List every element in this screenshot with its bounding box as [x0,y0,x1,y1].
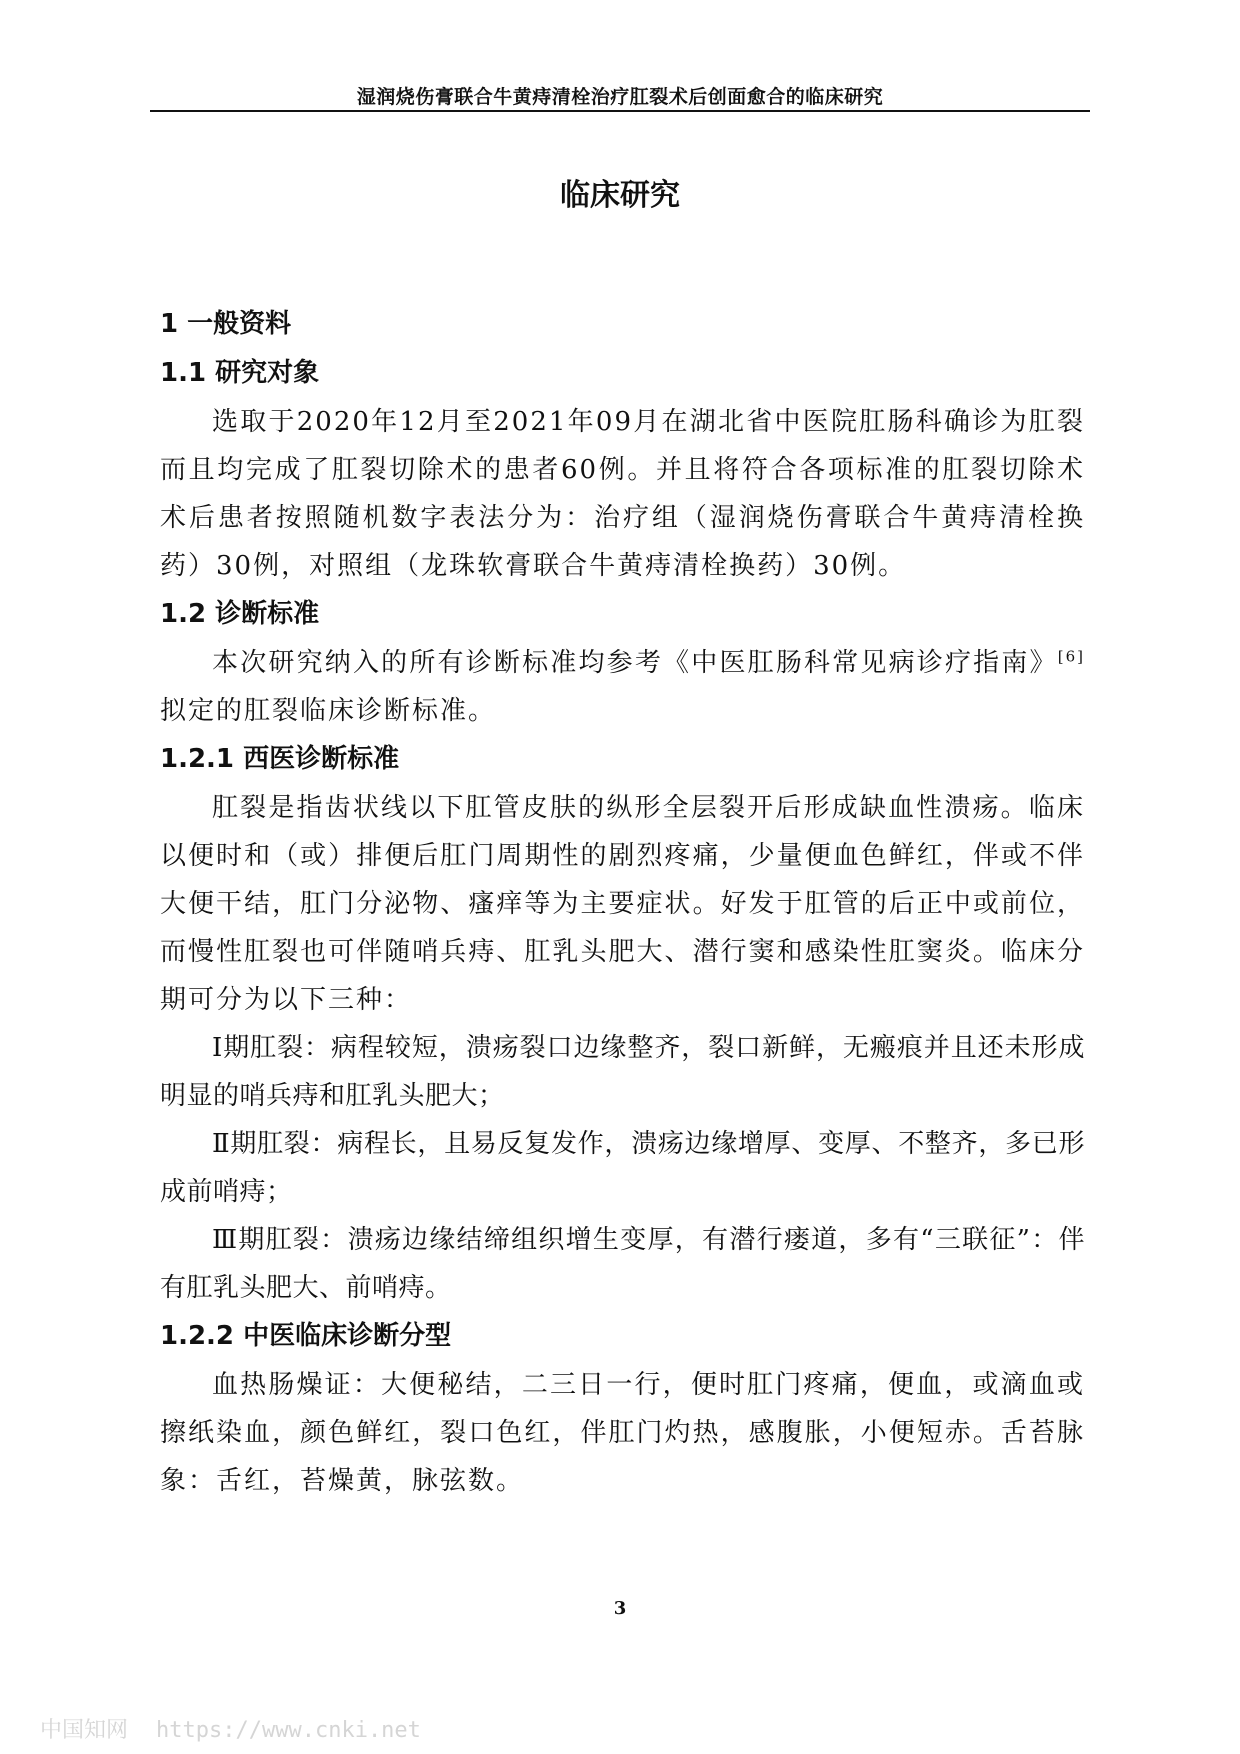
section-heading-1-2-2: 1.2.2 中医临床诊断分型 [160,1321,452,1351]
paragraph-western-diagnosis: 肛裂是指齿状线以下肛管皮肤的纵形全层裂开后形成缺血性溃疡。临床以便时和（或）排便后肛门周期性的剧烈疼痛，少量便血色鲜红，伴或不伴大便干结，肛门分泌物、瘙痒等为主要症状。好发于肛管的后正中或前位，而慢性肛裂也可伴随哨兵痔、肛乳头肥大、潜行窦和感染性肛窦炎。临床分期可分为以下三种： [160,793,1085,1015]
paragraph-stage-1: Ⅰ期肛裂：病程较短，溃疡裂口边缘整齐，裂口新鲜，无瘢痕并且还未形成明显的哨兵痔和肛乳头肥大； [160,1033,1085,1111]
paragraph-diagnostic-criteria [160,639,1085,735]
paragraph-stage-2: Ⅱ期肛裂：病程长，且易反复发作，溃疡边缘增厚、变厚、不整齐，多已形成前哨痔； [160,1129,1085,1207]
citation-ref: [6] [1057,647,1085,666]
section-heading-1-2-1: 1.2.1 西医诊断标准 [160,744,400,774]
watermark [40,1713,421,1744]
page-number: 3 [613,1598,627,1619]
section-heading-1: 1 一般资料 [160,309,292,339]
paragraph-stage-3: Ⅲ期肛裂：溃疡边缘结缔组织增生变厚，有潜行瘘道，多有“三联征”：伴有肛乳头肥大、前哨痔。 [160,1225,1085,1303]
watermark-site: 中国知网 [40,1718,129,1743]
paragraph-text: 本次研究纳入的所有诊断标准均参考《中医肛肠科常见病诊疗指南》 [212,648,1058,678]
header-rule [150,110,1090,112]
section-heading-1-1: 1.1 研究对象 [160,358,320,388]
page-title: 临床研究 [560,178,680,213]
section-heading-1-2: 1.2 诊断标准 [160,599,320,629]
watermark-url: https://www.cnki.net [156,1718,421,1743]
paragraph-research-subjects: 选取于2020年12月至2021年09月在湖北省中医院肛肠科确诊为肛裂而且均完成了肛裂切除术的患者60例。并且将符合各项标准的肛裂切除术术后患者按照随机数字表法分为：治疗组（湿润烧伤膏联合牛黄痔清栓换药）30例，对照组（龙珠软膏联合牛黄痔清栓换药）30例。 [160,407,1085,581]
paragraph-text: 拟定的肛裂临床诊断标准。 [160,696,497,726]
paragraph-tcm-syndrome: 血热肠燥证：大便秘结，二三日一行，便时肛门疼痛，便血，或滴血或擦纸染血，颜色鲜红，裂口色红，伴肛门灼热，感腹胀，小便短赤。舌苔脉象：舌红，苔燥黄，脉弦数。 [160,1370,1085,1496]
body-content [160,300,1085,1505]
running-header: 湿润烧伤膏联合牛黄痔清栓治疗肛裂术后创面愈合的临床研究 [356,86,884,108]
